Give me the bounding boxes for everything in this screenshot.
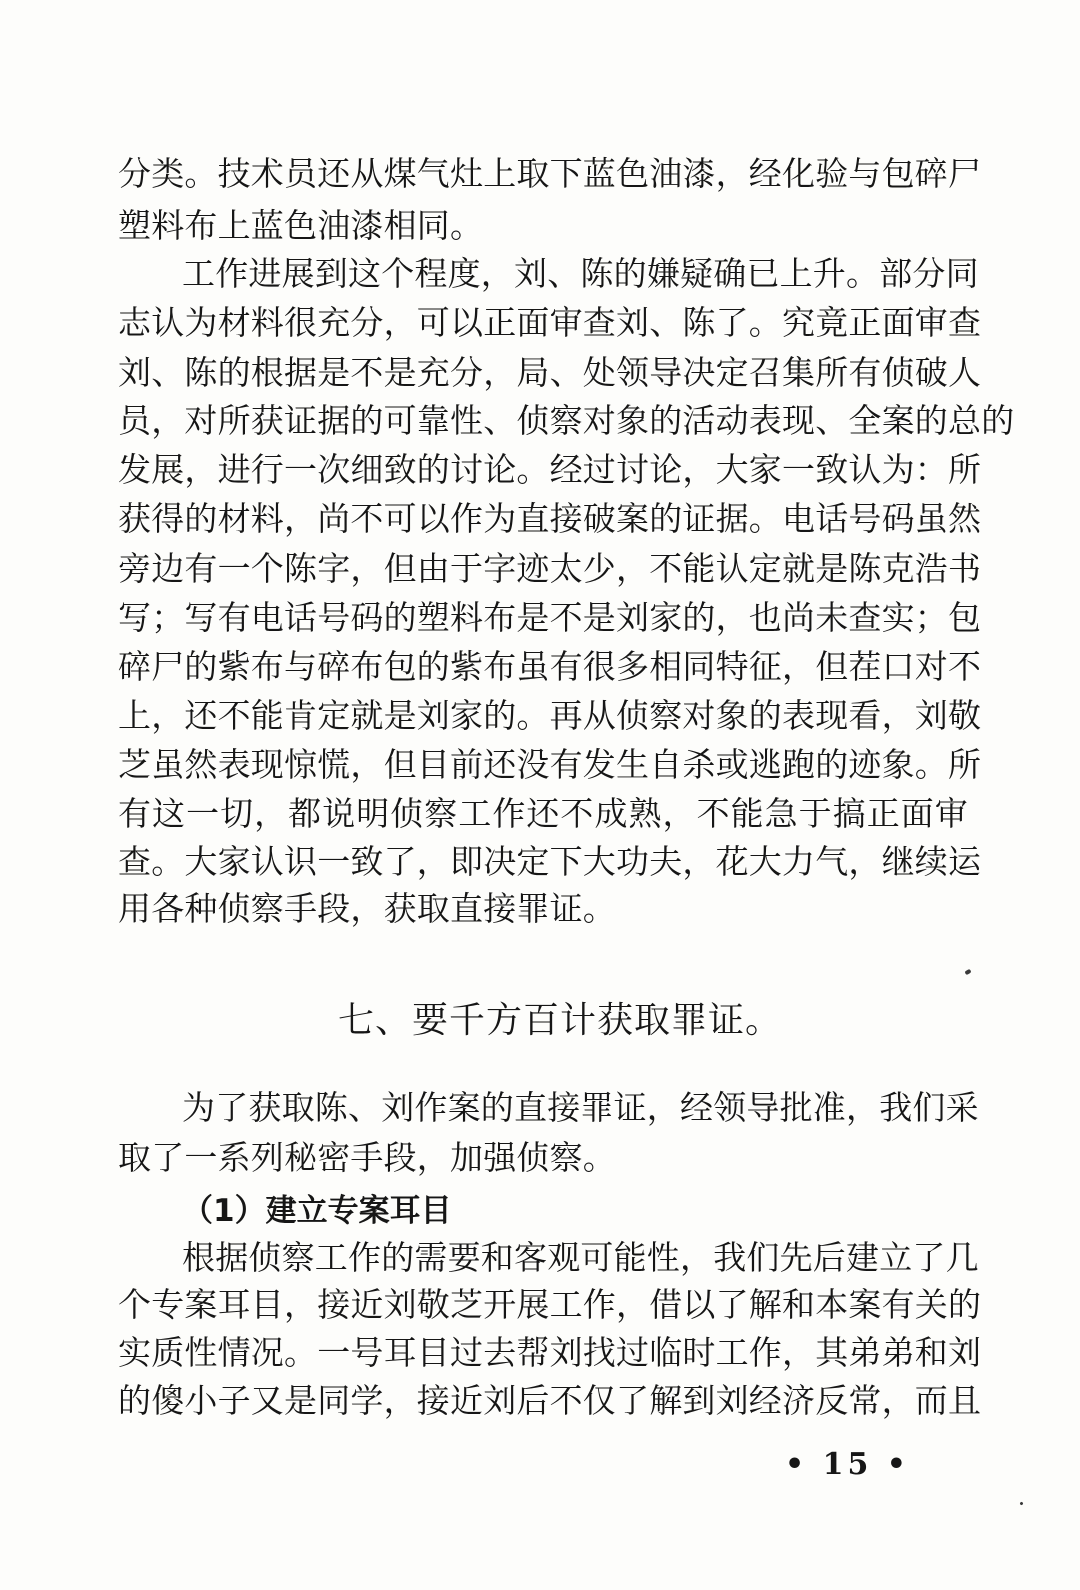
section-heading: 七、要千方百计获取罪证。 xyxy=(337,1000,782,1041)
text-line: 的傻小子又是同学，接近刘后不仅了解到刘经济反常，而且 xyxy=(118,1381,982,1420)
page-number: • 15 • xyxy=(785,1447,910,1482)
text-line: 分类。技术员还从煤气灶上取下蓝色油漆，经化验与包碎尸 xyxy=(118,154,982,193)
subsection-heading: （1）建立专案耳目 xyxy=(182,1193,452,1229)
text-line: 上，还不能肯定就是刘家的。再从侦察对象的表现看，刘敬 xyxy=(118,696,982,735)
text-line: 个专案耳目，接近刘敬芝开展工作，借以了解和本案有关的 xyxy=(118,1285,982,1324)
text-line: 用各种侦察手段，获取直接罪证。 xyxy=(118,889,616,928)
scan-speck xyxy=(1019,1501,1023,1505)
text-line: 查。大家认识一致了，即决定下大功夫，花大力气，继续运 xyxy=(118,842,982,881)
text-line: 为了获取陈、刘作案的直接罪证，经领导批准，我们采 xyxy=(182,1088,979,1127)
text-line: 取了一系列秘密手段，加强侦察。 xyxy=(118,1138,616,1177)
text-line: 员，对所获证据的可靠性、侦察对象的活动表现、全案的总的 xyxy=(118,401,1015,440)
text-line: 获得的材料，尚不可以作为直接破案的证据。电话号码虽然 xyxy=(118,499,982,538)
text-line: 刘、陈的根据是不是充分，局、处领导决定召集所有侦破人 xyxy=(118,353,982,392)
text-line: 有这一切，都说明侦察工作还不成熟，不能急于搞正面审 xyxy=(118,794,968,833)
text-line: 写；写有电话号码的塑料布是不是刘家的，也尚未查实；包 xyxy=(118,598,982,637)
text-line: 实质性情况。一号耳目过去帮刘找过临时工作，其弟弟和刘 xyxy=(118,1333,982,1372)
text-line: 碎尸的紫布与碎布包的紫布虽有很多相同特征，但茬口对不 xyxy=(118,647,982,686)
text-line: 发展，进行一次细致的讨论。经过讨论，大家一致认为：所 xyxy=(118,450,982,489)
scan-speck xyxy=(964,969,971,975)
text-line: 根据侦察工作的需要和客观可能性，我们先后建立了几 xyxy=(182,1238,979,1277)
text-line: 塑料布上蓝色油漆相同。 xyxy=(118,206,484,245)
text-line: 志认为材料很充分，可以正面审查刘、陈了。究竟正面审查 xyxy=(118,303,982,342)
text-line: 工作进展到这个程度，刘、陈的嫌疑确已上升。部分同 xyxy=(182,254,979,293)
text-line: 芝虽然表现惊慌，但目前还没有发生自杀或逃跑的迹象。所 xyxy=(118,745,982,784)
text-line: 旁边有一个陈字，但由于字迹太少，不能认定就是陈克浩书 xyxy=(118,549,982,588)
